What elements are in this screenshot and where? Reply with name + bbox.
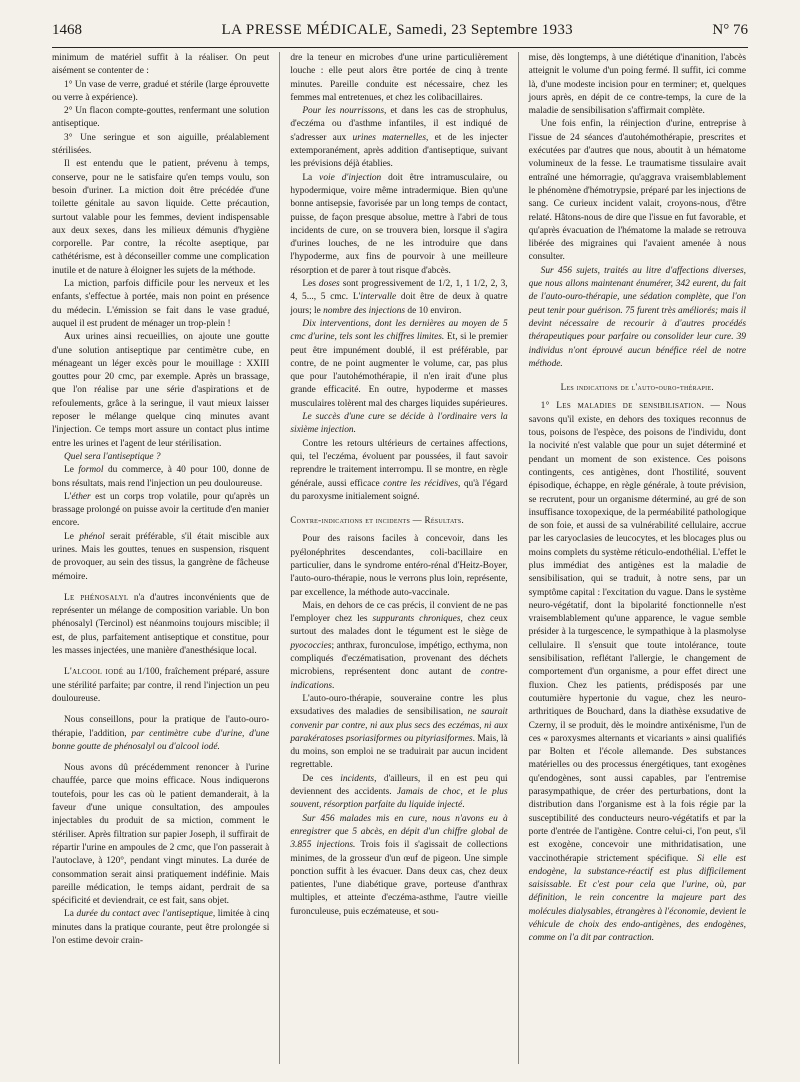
emphasis: formol xyxy=(78,465,104,476)
text: . Mais, là du moins, son emploi ne se traduirait par aucun incident regrettable. xyxy=(290,733,508,771)
journal-title xyxy=(221,22,572,39)
paragraph: Il est entendu que le patient, prévenu à temps, conserve, pour ne le satisfaire qu'en temps voulu, son besoin d'uriner. La miction doit être précédée d'une toilette génitale au savon liquide. Cette précaution, surtout valable pour les femmes, devient indispensable aux deux sexes, dans les milieux démunis d'hygiène corporelle. Par contre, la récolte aseptique, par cathétérisme, est à déconseiller comme une complication inutile et de nature à éloigner les sujets de la méthode. xyxy=(52,159,270,276)
text: Nous conseillons, pour la pratique de l'auto-ouro-thérapie, l'addition, xyxy=(52,715,270,739)
emphasis: incidents xyxy=(340,773,375,784)
paragraph xyxy=(290,172,507,278)
text: , d'ailleurs, il en est peu qui deviennent des accidents. xyxy=(290,773,508,798)
text: , et de les injecter extemporanément, après addition d'antiseptique, suivant les prévisions déjà établies. xyxy=(290,132,508,170)
paragraph: Une fois enfin, la réinjection d'urine, entreprise à l'issue de 24 séances d'autohémothérapie, prescrites et exécutées par d'autres que nous, aboutit à un hématome volumineux de la fesse. Le traumatisme tissulaire avait entraîné une hémorragie, qu'aggrava vraisemblablement le phénomène d'hémotrypsie, préparé par les injections de sang. Ce curieux incident valait, croyons-nous, d'être relaté. Hâtons-nous de dire que l'issue en fut favorable, et qu'après évacuation de l'hématome la malade se retrouva libérée des migraines qui l'avaient amenée à nous consulter. xyxy=(528,119,746,263)
text: n'a d'autres inconvénients que de représenter un mélange de composition variable. Un bon phénosalyl (Tercinol) est néanmoins toujours miscible; il est, de plus, parfaitement antiseptique et constitue, pour les masses injectées, une manière d'anesthésique local. xyxy=(52,592,270,657)
text: . xyxy=(332,680,335,691)
text: de 10 environ. xyxy=(405,305,462,316)
paragraph: 2° Un flacon compte-gouttes, renfermant une solution antiseptique. xyxy=(52,106,270,130)
text: , chez ceux surtout des malades dont le tégument est le siège de xyxy=(290,614,508,638)
text: Et, si le premier peut être impunément doublé, il est préférable, par contre, de ne point augmenter le volume, car, pas plus que pour l'autohémothérapie, il n'en irait d'une plus grande efficacité. En outre, hypoderme et masses musculaires tolèrent mal des charges liquides supérieures. xyxy=(290,332,508,409)
emphasis: Pour les nourrissons xyxy=(302,106,385,117)
issue-number: N° 76 xyxy=(712,22,748,38)
small-caps-term: 1° Les maladies de sensibilisation. xyxy=(540,401,705,412)
text: L' xyxy=(64,491,72,502)
emphasis: voie d'injection xyxy=(319,172,382,183)
paragraph xyxy=(52,491,269,531)
paragraph xyxy=(290,693,507,773)
text: du commerce, à 40 pour 100, donne de bons résultats, mais rend l'injection un peu douloureuse. xyxy=(52,465,270,489)
paragraph: La miction, parfois difficile pour les nerveux et les enfants, s'effectue à portée, mais non point en présence du médecin. L'émission se fait dans le vase gradué, auquel il est prudent de ménager un trop-plein ! xyxy=(52,279,270,329)
paragraph xyxy=(52,714,269,754)
text: Contre les retours ultérieurs de certaines affections, qui, tel l'eczéma, évoluent par poussées, il faut savoir reprendre le traitement interrompu. Il se montre, en règle générale, aussi efficace xyxy=(290,438,508,489)
emphasis: intervalle xyxy=(360,292,397,303)
emphasis: urines maternelles xyxy=(352,132,426,143)
paragraph: Quel sera l'antiseptique ? xyxy=(64,451,161,462)
paragraph: Aux urines ainsi recueillies, on ajoute une goutte d'une solution antiseptique par centimètre cube, en ménageant un léger excès pour le mouillage : XXIII gouttes pour 20 cmc, par exemple. Après un brassage, que l'on réalise par une série d'aspirations et de refoulements, grâce à la seringue, il vaut mieux laisser reposer le mélange quelque cinq minutes avant l'injection. Ce temps mort assure un contact plus intime entre les urines et l'agent de leur stérilisation. xyxy=(52,332,270,449)
column-1 xyxy=(52,52,269,1064)
paragraph: dre la teneur en microbes d'une urine particulièrement louche : elle peut alors être portée de cinq à trente minutes. Pareille conduite est nécessaire, chez les femmes mal entretenues, et chez les colibacillaires. xyxy=(290,53,508,103)
emphasis: par centimètre cube d'urine, d'une bonne goutte de phénosalyl ou d'alcool iodé. xyxy=(52,728,270,752)
issue-date: Samedi, 23 Septembre 1933 xyxy=(396,22,573,38)
section-heading: Contre-indications et incidents — Résultats. xyxy=(290,515,465,526)
column-2 xyxy=(279,52,507,1064)
text: , limitée à cinq minutes dans la pratique courante, peut être prolongée si l'on estime devoir crain- xyxy=(52,909,270,946)
text: L'auto-ouro-thérapie, souveraine contre les plus exsudatives des maladies de sensibilisation, xyxy=(290,693,508,718)
paragraph xyxy=(290,438,507,504)
emphasis: nombre des injections xyxy=(323,305,406,316)
text: De ces xyxy=(302,773,341,784)
text: , et dans les cas de strophulus, d'eczéma ou d'asthme infantiles, il est indiqué de s'adresser aux xyxy=(290,106,508,143)
paragraph xyxy=(290,105,507,171)
emphasis: Jamais de choc, et le plus souvent, résorption parfaite du liquide injecté xyxy=(290,787,508,811)
paragraph xyxy=(52,908,269,948)
paragraph xyxy=(52,464,269,491)
paragraph: Sur 456 sujets, traités au litre d'affections diverses, que nous allons maintenant énumérer, 342 eurent, du fait de l'auto-ouro-thérapie, une sédation complète, que l'on peut tenir pour guérison. 75 furent très améliorés; mais il devint nécessaire de recourir à d'autres procédés thérapeutiques pour parfaire ou consolider leur cure. 39 individus n'ont éprouvé aucun bénéfice réel de notre méthode. xyxy=(528,265,746,369)
paragraph: Le succès d'une cure se décide à l'ordinaire vers la sixième injection. xyxy=(290,412,508,436)
text: Les xyxy=(302,279,319,290)
paragraph: mise, dès longtemps, à une diététique d'inanition, l'abcès atteignit le volume d'un poing fermé. Il suffit, ici comme là, d'une modeste incision pour en terminer; et, quelques jours après, en dépit de ce contre-temps, la cure de la maladie de sensibilisation s'affirmait complète. xyxy=(528,53,746,117)
paragraph xyxy=(52,531,269,584)
emphasis: ne saurait convenir par contre, ni aux plus secs des eczémas, ni aux parakératoses psoriasiformes ou pityriasiformes xyxy=(290,707,508,744)
emphasis: Si elle est endogène, la substance-réactif est plus difficilement saisissable. Et c'est pour cela que l'urine, où, par définition, le rein concentre la majeure part des molécules dialysables, étrangères à l'économie, devient le véhicule de choix des endo-antigènes, des endogènes, comme on l'a dit par contraction. xyxy=(528,853,746,944)
section-heading: Les indications de l'auto-ouro-thérapie. xyxy=(560,382,714,393)
emphasis: éther xyxy=(71,491,91,502)
emphasis: pyococcies xyxy=(290,640,332,651)
text: est un corps trop volatile, pour qu'après un brassage prolongé on puisse avoir la certitude d'en manier encore. xyxy=(52,491,270,529)
text: au 1/100, fraîchement préparé, assure une stérilité parfaite; par contre, il rend l'injection un peu douloureuse. xyxy=(52,667,270,704)
paragraph xyxy=(529,400,746,945)
text: La xyxy=(64,909,77,920)
emphasis: Dix interventions, dont les dernières au moyen de 5 cmc d'urine, tels sont les chiffres limites. xyxy=(290,318,508,343)
emphasis: contre les récidives xyxy=(383,478,458,489)
emphasis: phénol xyxy=(79,531,105,542)
text: Le xyxy=(64,531,80,542)
paragraph: Pour des raisons faciles à concevoir, dans les pyélonéphrites descendantes, coli-bacillaire en particulier, dans le syndrome entéro-rénal d'Heitz-Boyer, l'auto-ouro-thérapie, nous le verrons plus loin, représente, par excellence, la méthode auto-vaccinale. xyxy=(290,534,508,598)
paragraph xyxy=(290,318,507,411)
text: doit être de deux à quatre jours; le xyxy=(290,292,508,316)
article-columns xyxy=(52,52,746,1064)
small-caps-term: Le phénosalyl xyxy=(64,592,129,603)
paragraph xyxy=(52,666,269,706)
emphasis: suppurants chroniques xyxy=(372,614,461,625)
paragraph xyxy=(290,813,507,919)
paragraph: 1° Un vase de verre, gradué et stérile (large éprouvette ou verre à expérience). xyxy=(52,79,270,103)
paragraph: 3° Une seringue et son aiguille, préalablement stérilisées. xyxy=(52,132,270,157)
paragraph xyxy=(290,773,507,813)
text: — Nous savons qu'il existe, en dehors des toxiques reconnus de tous, poisons de l'espèce, des poisons de l'individu, dont la nocivité n'est valable que pour un sujet déterminé et pendant un moment de son existence. Ces poisons contingents, ces antigènes, dont l'hostilité, souvent épisodique, échappe, en règle générale, à toute prévision, se recrutent, pour un organisme déterminé, au gré de son insuffisance toxopexique, de la perméabilité pathologique de son foie, et aussi de sa vulnérabilité cellulaire, accrue par les caryoclasies de leucocytes, et les blocages plus ou moins complets du système réticulo-endothélial. L'effet le plus immédiat des antigènes est la maladie de sensibilisation, qui se traduit, à notre sens, par un symptôme capital : l'excitation du vague. Dans le système neuro-végétatif, dont la bipolarité fonctionnelle n'est vraisemblablement qu'une apparence, le vague semble présider à la turgescence, le sympathique à la plasmolyse cellulaire. Il s'ensuit que toute intolérance, toute sensibilisation, reflétant l'allergie, le changement de comportement d'un organisme, a pour effet direct une fluxion. Chez les patients, prédisposés par une coutumière hypertonie du vague, chez les neuro-arthritiques de Bouchard, dans la diathèse exsudative de Czerny, il se produit, dès le moindre antixénisme, l'un de ces « paroxysmes alternants et vicariants » ainsi qualifiés par Bolten et l'école allemande. Des substances matérielles ou des processus énergétiques, tant exogènes qu'endogènes, sont aussi capables, par l'entremise parasympathique, de créer des perturbations, dont la distribution dans l'organisme est à la fois régie par la susceptibilité des conducteurs neuro-végétatifs et par la porte d'entrée de l'antigène. Contre celui-ci, l'on peut, s'il est exogène, concevoir une mithridatisation, une vaccinothérapie strictement spécifique. xyxy=(528,401,746,864)
paragraph: minimum de matériel suffit à la réaliser. On peut aisément se contenter de : xyxy=(52,53,270,77)
text: doit être intramusculaire, ou hypodermique, voire même intradermique. Bien qu'une bonne antisepsie, favorisée par un long temps de contact, puisse, de façon presque absolue, mettre à l'abri de tous incidents de cure, on se trouvera bien, lorsque il s'agira d'urines louches, de ne les introduire que dans l'hypoderme, aux fins de pourvoir à une meilleure résorption et de parer à tout risque d'abcès. xyxy=(290,172,508,276)
page-number: 1468 xyxy=(52,22,82,38)
emphasis: Sur 456 malades mis en cure, nous n'avons eu à enregistrer que 5 abcès, en dépit d'un chiffre global de 3.855 injections. xyxy=(290,813,508,851)
paragraph: Nous avons dû précédemment renoncer à l'urine chauffée, parce que moins efficace. Nous indiquerons toutefois, pour les cas où le patient demanderait, à la faveur d'une unique consultation, des ampoules injectables du produit de sa miction, comment le stériliser. Après filtration sur papier Joseph, il suffirait de répartir l'urine en ampoules de 2 cmc, que l'on passerait à l'autoclave, à 120°, pendant vingt minutes. La durée de consommation serait ainsi pratiquement indéfinie. Mais pareille médication, le temps aidant, perdrait de sa spécificité et deviendrait, ce est fait, sans objet. xyxy=(52,763,270,907)
text: La xyxy=(302,172,320,183)
emphasis: contre-indications xyxy=(290,667,508,691)
column-3 xyxy=(518,52,746,1064)
journal-name: LA PRESSE MÉDICALE, xyxy=(221,22,393,38)
text: sont progressivement de 1/2, 1, 1 1/2, 2, 3, 4, 5..., 5 cmc. L' xyxy=(290,279,508,303)
paragraph xyxy=(52,592,269,658)
small-caps-term: L'alcool iodé xyxy=(64,667,124,678)
text: . xyxy=(462,800,465,811)
text: ; anthrax, furonculose, impétigo, ecthyma, non compliqués d'eczématisation, provenant des déchets microbiens, représentent donc autant de xyxy=(290,640,508,678)
text: , qu'à l'égard du paroxysme initialement soigné. xyxy=(290,478,508,502)
emphasis: doses xyxy=(318,279,340,290)
paragraph xyxy=(290,600,507,693)
page-header xyxy=(52,22,748,48)
text: Le xyxy=(64,465,79,476)
text: Mais, en dehors de ce cas précis, il convient de ne pas l'employer chez les xyxy=(290,600,508,625)
text: Trois fois il s'agissait de collections minimes, de la grosseur d'un œuf de pigeon. Une simple ponction suffit à les évacuer. Dans deux cas, chez deux patientes, l'une diabétique grave, porteuse d'anthrax multiples, et atteinte d'eczéma-asthme, l'autre vieille furonculeuse, puis eczémateuse, et sou- xyxy=(290,840,508,917)
emphasis: durée du contact avec l'antiseptique xyxy=(76,909,213,920)
paragraph xyxy=(290,278,507,318)
text: serait préférable, s'il était miscible aux urines. Mais les gouttes, tenues en suspension, risquent de provoquer, au sein des tissus, la gangrène de fâcheuse mémoire. xyxy=(52,531,270,582)
